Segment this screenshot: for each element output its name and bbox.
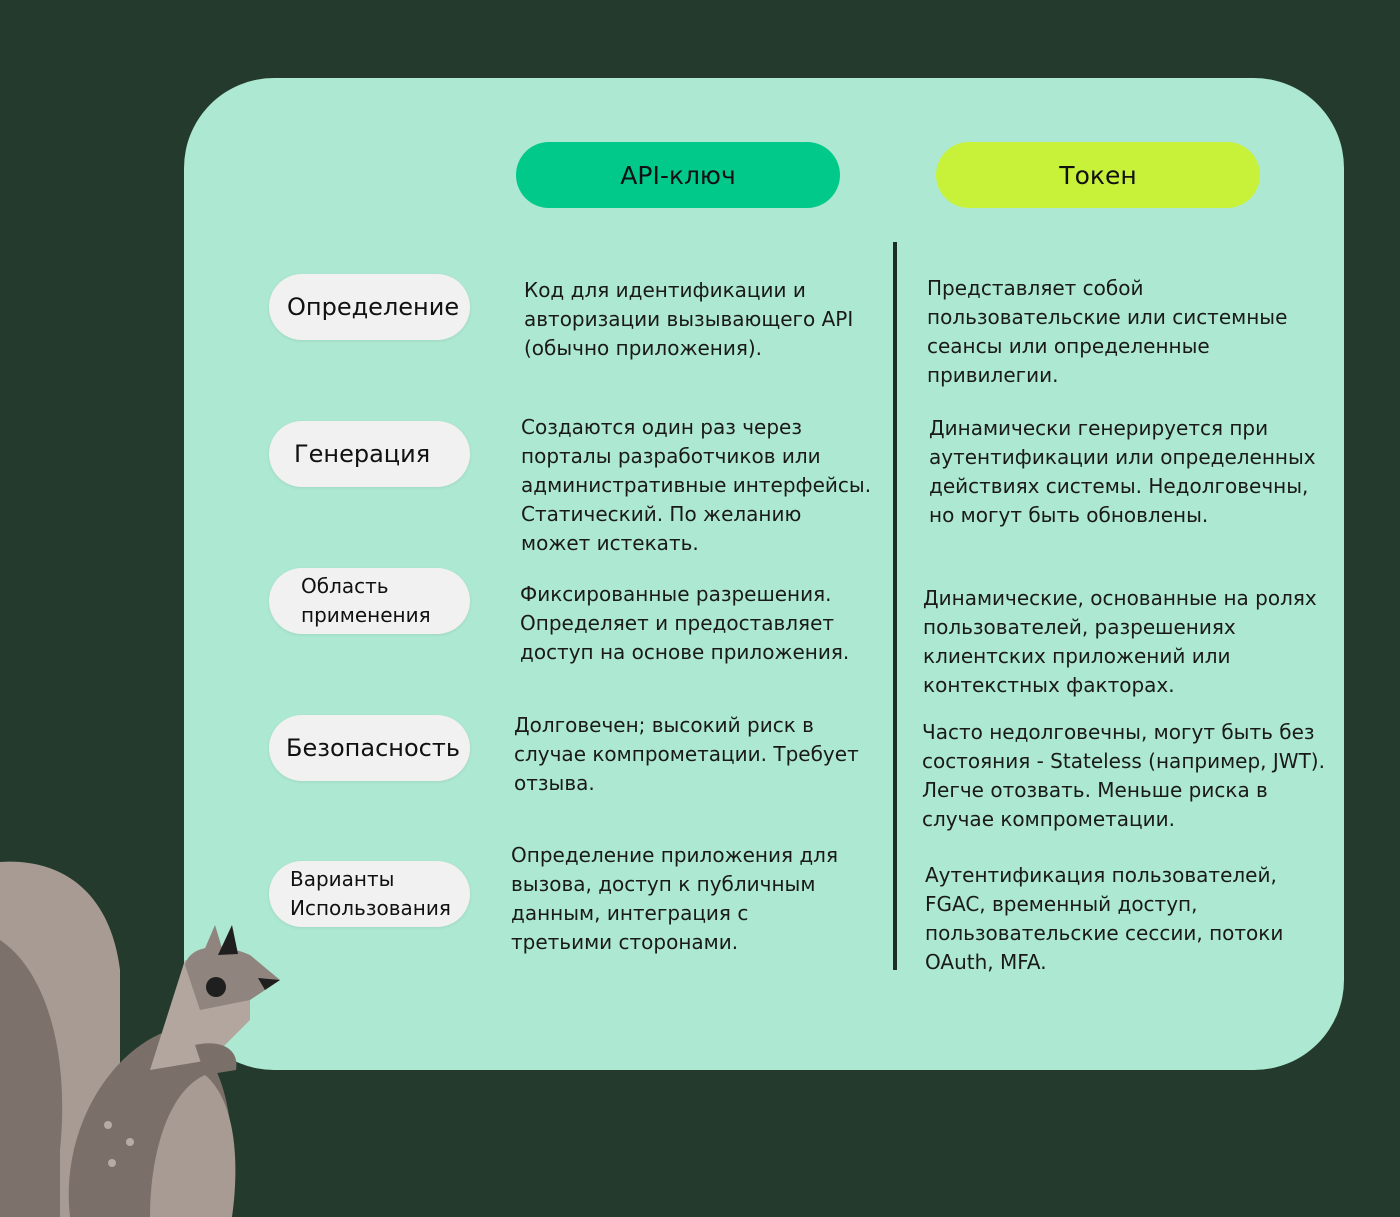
api-definition-text: Код для идентификации и авторизации вызывающего API (обычно приложения). — [524, 278, 854, 360]
row-label-use-cases: Варианты Использования — [269, 861, 470, 927]
row-label-definition: Определение — [269, 274, 470, 340]
token-definition-text: Представляет собой пользовательские или системные сеансы или определенные привилегии. — [927, 276, 1288, 387]
token-scope-text: Динамические, основанные на ролях пользователей, разрешениях клиентских приложений или контекстных факторах. — [923, 586, 1317, 697]
column-divider — [893, 242, 897, 970]
squirrel-head — [185, 947, 280, 1010]
token-security-text: Часто недолговечны, могут быть без состояния - Stateless (например, JWT). Легче отозвать. Меньше риска в случае компрометации. — [922, 720, 1325, 831]
api-key-header: API-ключ — [516, 142, 840, 208]
squirrel-eye — [206, 977, 226, 997]
squirrel-ear-tip — [218, 925, 238, 955]
squirrel-spot — [126, 1138, 134, 1146]
row-label-scope: Область применения — [269, 568, 470, 634]
squirrel-illustration — [0, 850, 300, 1217]
api-use-cases-text: Определение приложения для вызова, доступ к публичным данным, интеграция с третьими сторонами. — [511, 843, 838, 954]
squirrel-spot — [108, 1159, 116, 1167]
row-label-generation: Генерация — [269, 421, 470, 487]
api-generation-text: Создаются один раз через порталы разработчиков или административные интерфейсы. Статический. По желанию может истекать. — [521, 415, 872, 555]
token-header: Токен — [936, 142, 1260, 208]
api-scope-text: Фиксированные разрешения. Определяет и предоставляет доступ на основе приложения. — [520, 582, 850, 664]
squirrel-spot — [104, 1121, 112, 1129]
token-generation-text: Динамически генерируется при аутентификации или определенных действиях системы. Недолговечны, но могут быть обновлены. — [929, 416, 1316, 527]
api-security-text: Долговечен; высокий риск в случае компрометации. Требует отзыва. — [514, 713, 859, 795]
token-use-cases-text: Аутентификация пользователей, FGAC, временный доступ, пользовательские сессии, потоки OAuth, MFA. — [925, 863, 1284, 974]
row-label-security: Безопасность — [269, 715, 470, 781]
